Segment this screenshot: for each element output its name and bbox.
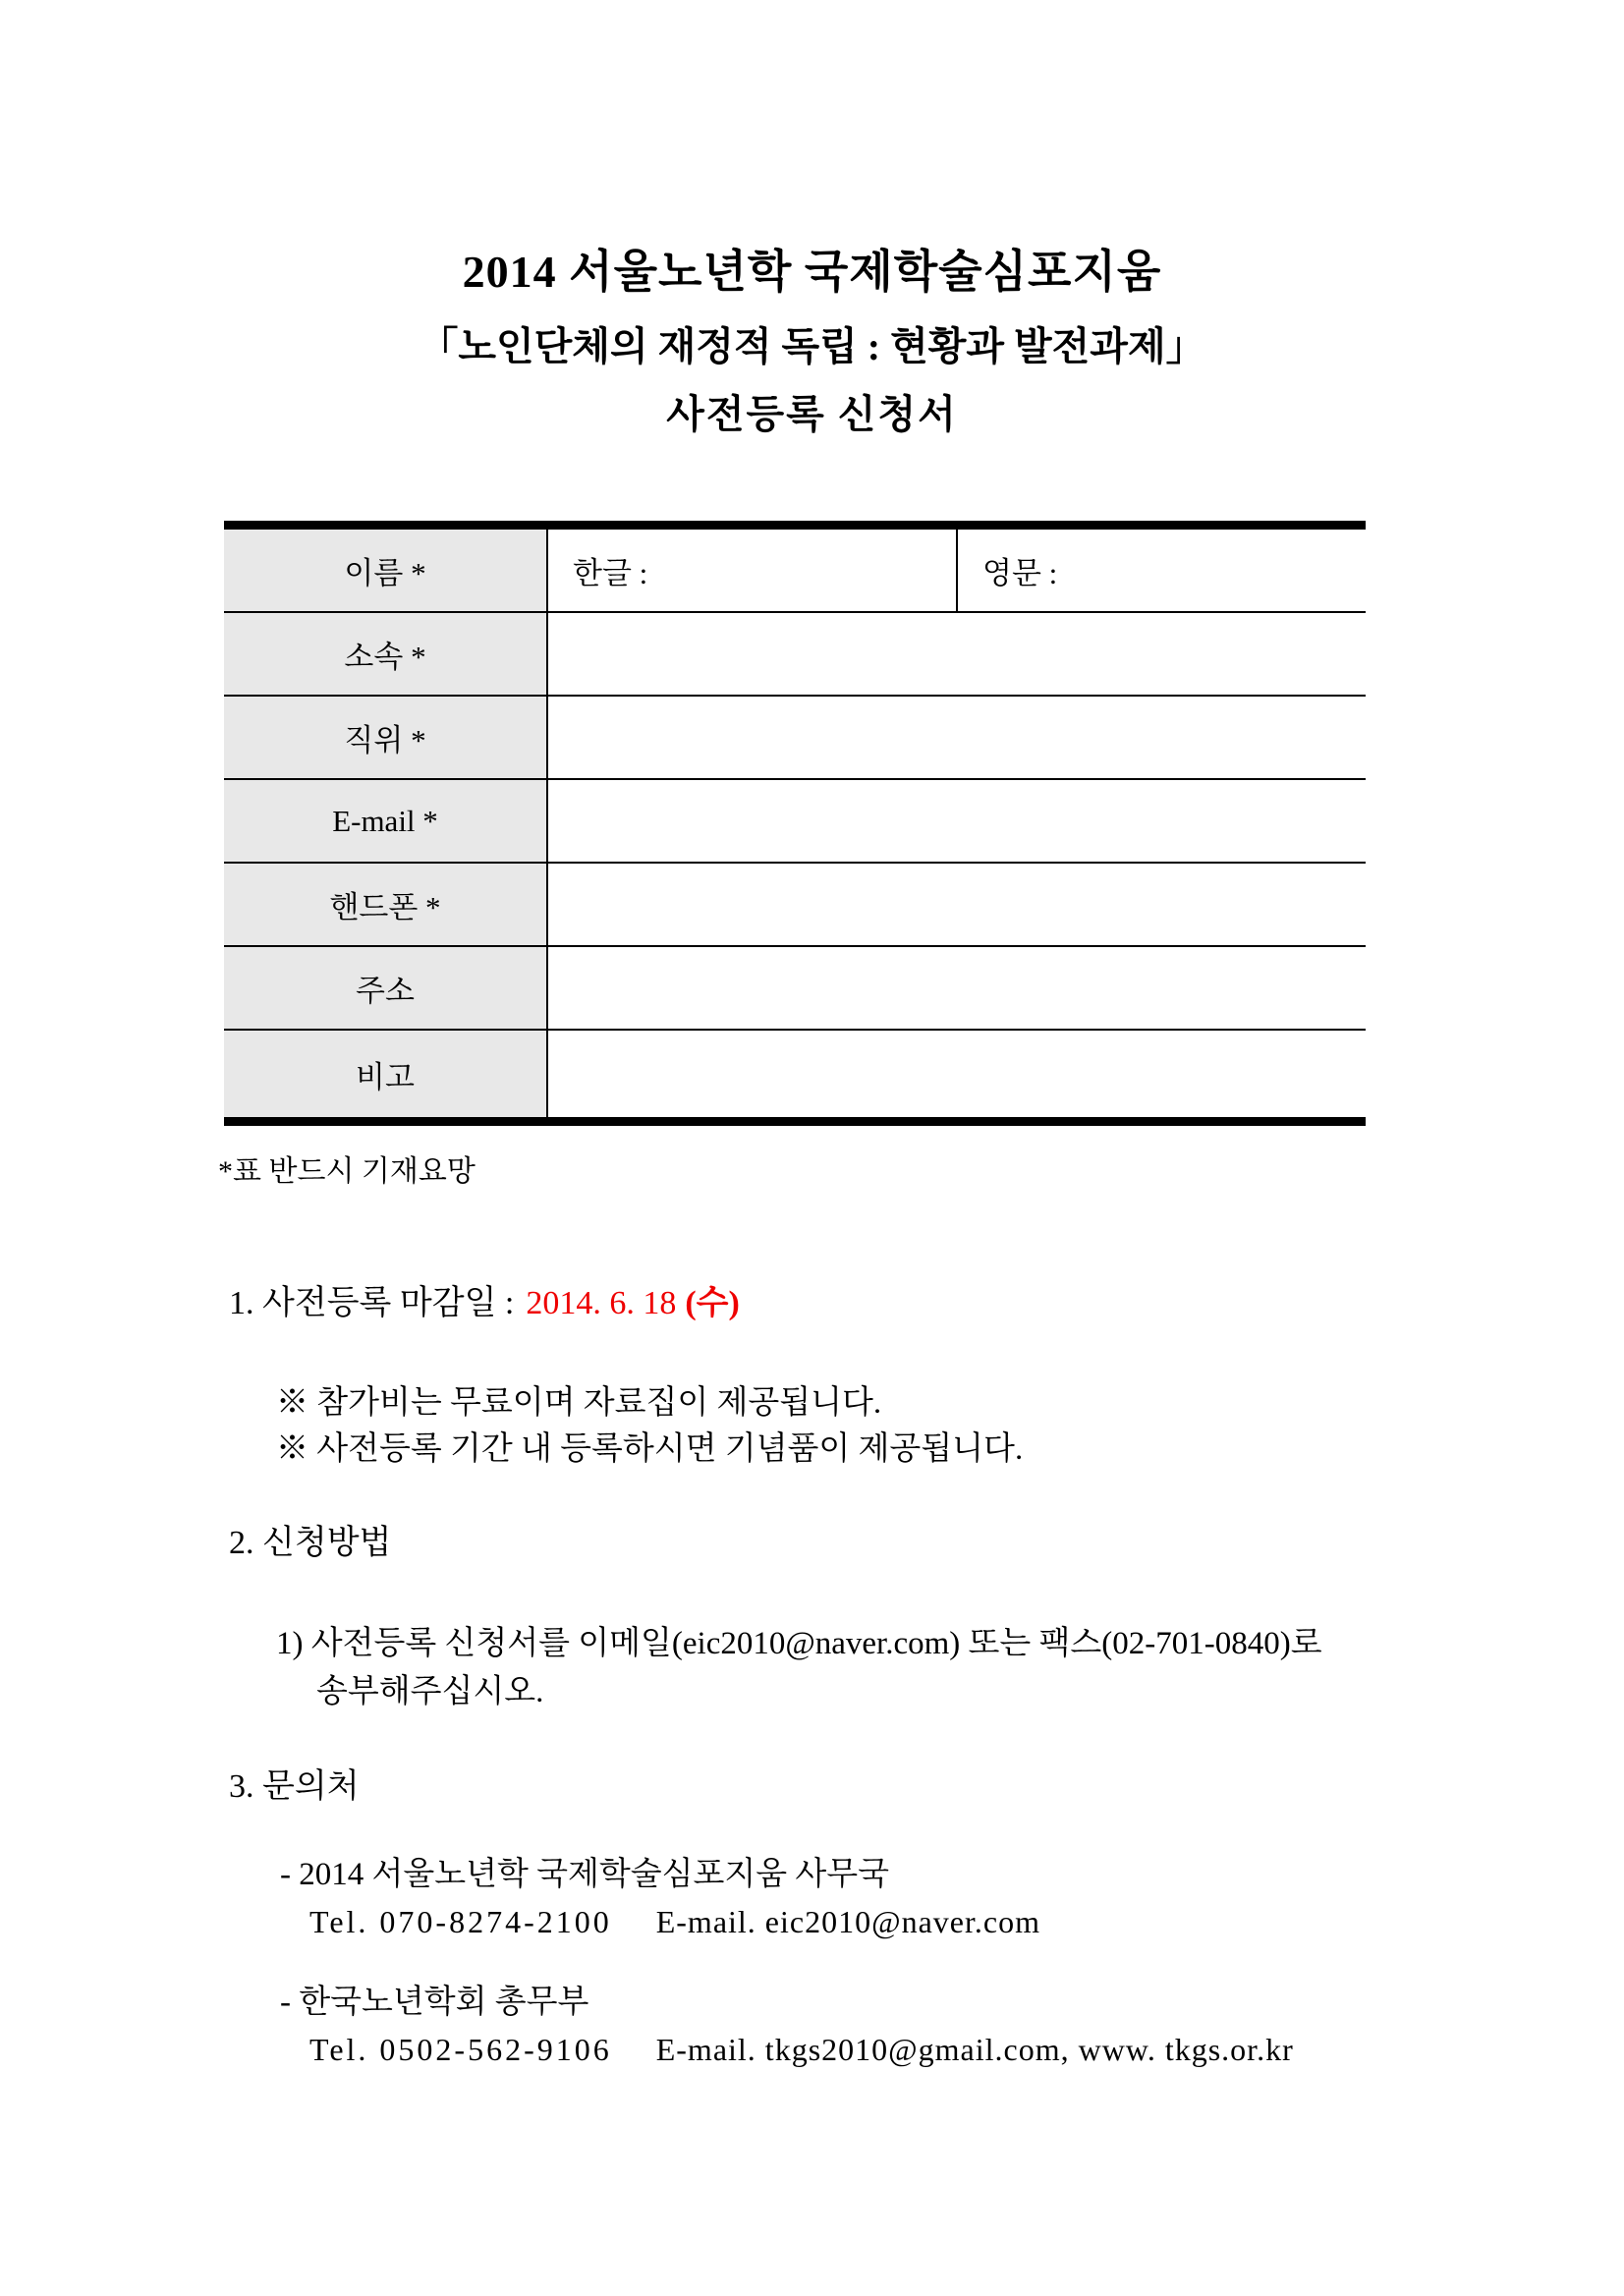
name-hangul-cell[interactable] [548,530,958,611]
english-prefix: 영문 : [982,556,1058,590]
table-row-position [224,697,1366,780]
hangul-prefix: 한글 : [573,556,648,590]
application-instruction-line1: 1) 사전등록 신청서를 이메일(eic2010@naver.com) 또는 팩스(02-701-0840)로 [276,1626,1322,1661]
row-label-email: E-mail * [224,780,548,862]
fee-note: ※ 참가비는 무료이며 자료집이 제공됩니다. [276,1385,882,1421]
row-label-affiliation: 소속 * [224,613,548,695]
row-label-name: 이름 * [224,530,548,611]
row-value-name [548,530,1366,611]
table-row-name [224,530,1366,613]
contact-heading: 3. 문의처 [229,1768,360,1805]
row-label-remarks: 비고 [224,1031,548,1117]
row-label-phone: 핸드폰 * [224,864,548,945]
table-row-phone [224,864,1366,947]
page-subtitle: 「노인단체의 재정적 독립 : 현황과 발전과제」 [419,324,1205,368]
application-instruction-line2: 송부해주십시오. [316,1674,544,1709]
deadline-label: 1. 사전등록 마감일 : [229,1285,515,1321]
remarks-input-cell[interactable] [548,1031,1366,1117]
deadline-weekday: (수) [685,1285,740,1321]
table-row-affiliation [224,613,1366,697]
application-method-heading: 2. 신청방법 [229,1525,392,1561]
deadline-date: 2014. 6. 18 [526,1285,677,1321]
deadline-heading-line [229,1283,740,1325]
phone-input-cell[interactable] [548,864,1366,945]
contact2-tel-line [309,2030,1294,2069]
contact1-tel-line [309,1902,1040,1941]
address-input-cell[interactable] [548,947,1366,1029]
table-row-remarks [224,1031,1366,1117]
form-name-title: 사전등록 신청서 [666,392,958,436]
contact2-tel: Tel. 0502-562-9106 [309,2032,612,2067]
souvenir-note: ※ 사전등록 기간 내 등록하시면 기념품이 제공됩니다. [276,1431,1024,1467]
contact1-email: E-mail. eic2010@naver.com [655,1904,1040,1939]
affiliation-input-cell[interactable] [548,613,1366,695]
contact2-name: - 한국노년학회 총무부 [280,1985,589,2020]
contact1-tel: Tel. 070-8274-2100 [309,1904,612,1939]
table-row-address [224,947,1366,1031]
row-label-address: 주소 [224,947,548,1029]
contact1-name: - 2014 서울노년학 국제학술심포지움 사무국 [280,1857,890,1892]
required-fields-footnote: *표 반드시 기재요망 [218,1155,476,1188]
email-input-cell[interactable] [548,780,1366,862]
row-label-position: 직위 * [224,697,548,778]
table-row-email [224,780,1366,864]
contact2-email: E-mail. tkgs2010@gmail.com, www. tkgs.or.kr [655,2032,1294,2067]
page-title: 2014 서울노년학 국제학술심포지움 [462,247,1162,297]
position-input-cell[interactable] [548,697,1366,778]
name-english-cell[interactable] [958,530,1366,611]
registration-table [224,521,1366,1126]
